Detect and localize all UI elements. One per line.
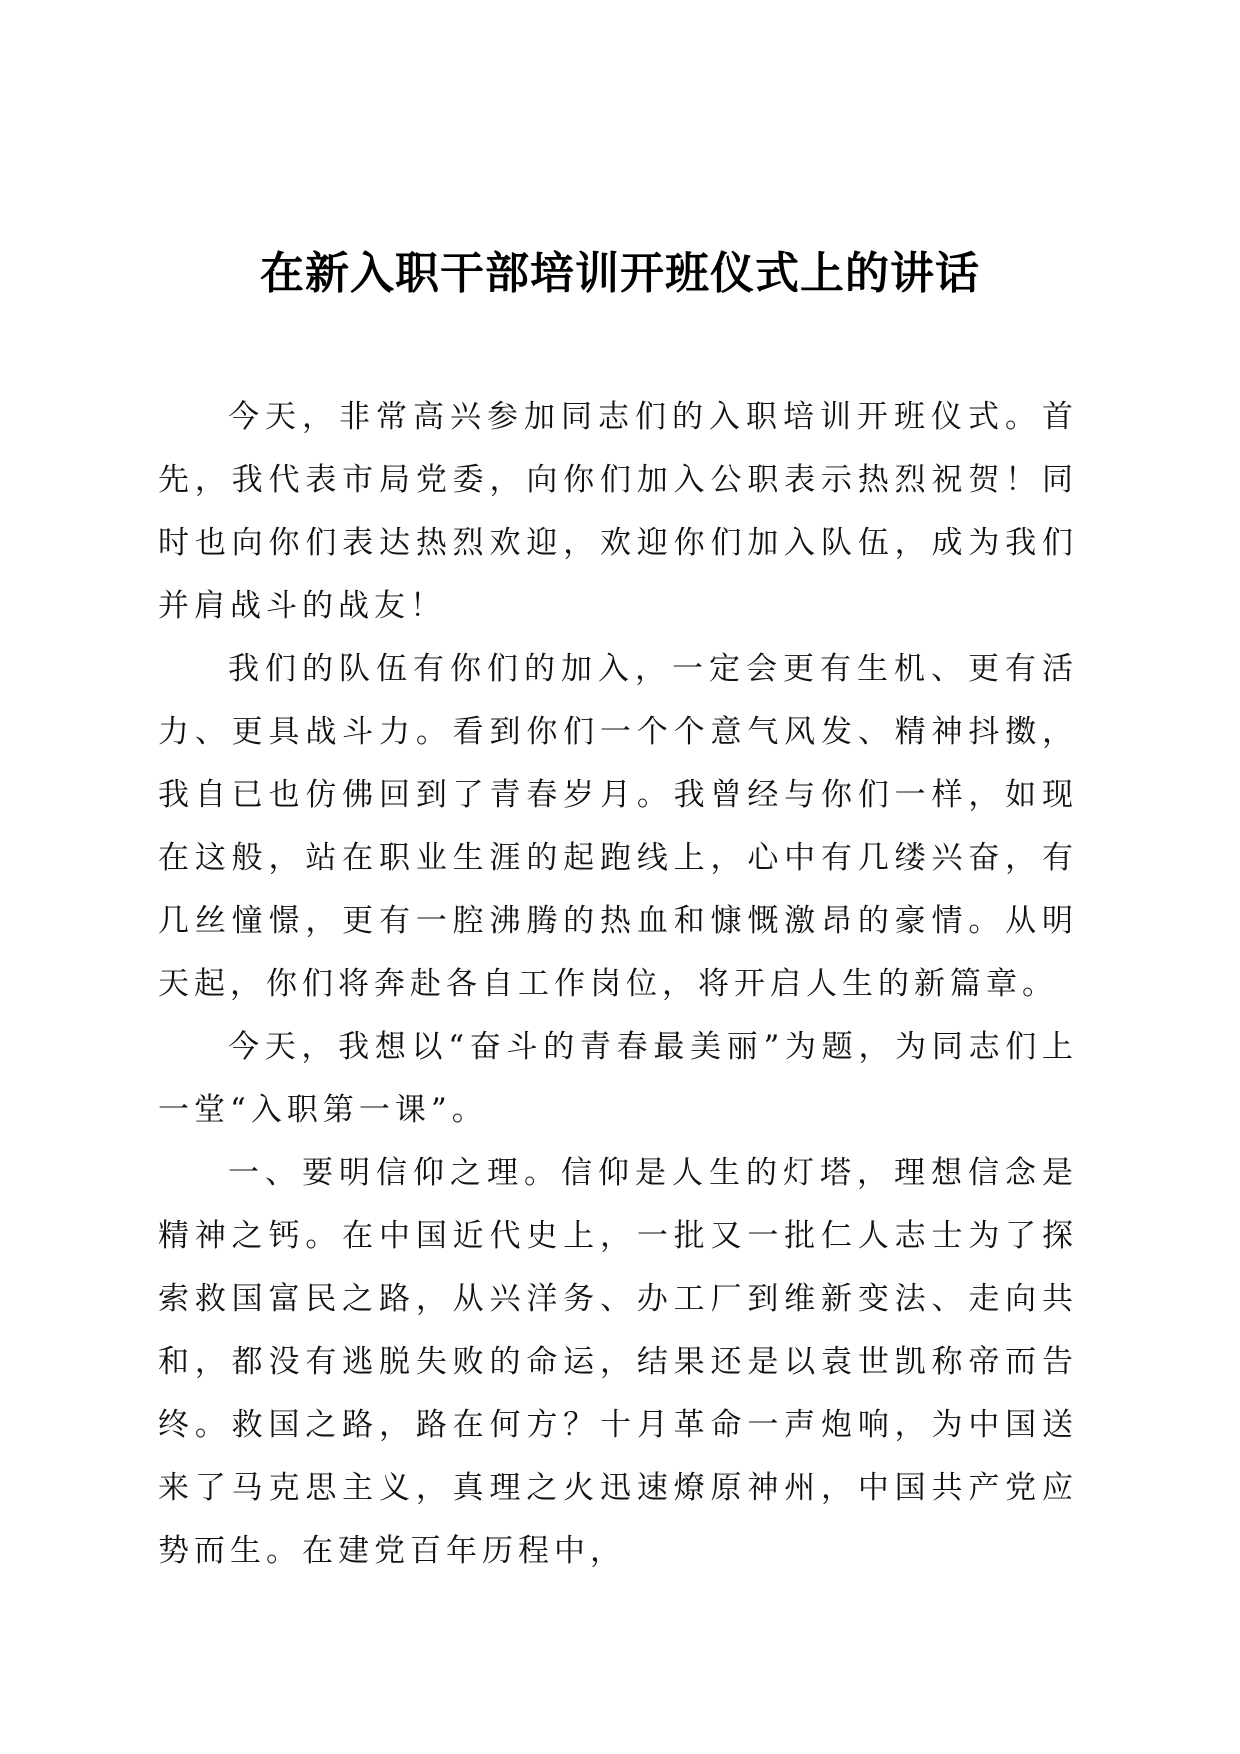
document-body [158, 386, 1078, 1583]
paragraph: 今天，非常高兴参加同志们的入职培训开班仪式。首先，我代表市局党委，向你们加入公职表示热烈祝贺！同时也向你们表达热烈欢迎，欢迎你们加入队伍，成为我们并肩战斗的战友！ [158, 399, 1078, 624]
paragraph: 我们的队伍有你们的加入，一定会更有生机、更有活力、更具战斗力。看到你们一个个意气风发、精神抖擞，我自已也仿佛回到了青春岁月。我曾经与你们一样，如现在这般，站在职业生涯的起跑线上，心中有几缕兴奋，有几丝憧憬，更有一腔沸腾的热血和慷慨激昂的豪情。从明天起，你们将奔赴各自工作岗位，将开启人生的新篇章。 [158, 651, 1078, 1002]
paragraph: 一、要明信仰之理。信仰是人生的灯塔，理想信念是精神之钙。在中国近代史上，一批又一批仁人志士为了探索救国富民之路，从兴洋务、办工厂到维新变法、走向共和，都没有逃脱失败的命运，结果还是以袁世凯称帝而告终。救国之路，路在何方？十月革命一声炮响，为中国送来了马克思主义，真理之火迅速燎原神州，中国共产党应势而生。在建党百年历程中， [158, 1155, 1078, 1569]
document-title: 在新入职干部培训开班仪式上的讲话 [260, 248, 980, 299]
paragraph: 今天，我想以“奋斗的青春最美丽”为题，为同志们上一堂“入职第一课”。 [158, 1029, 1078, 1128]
